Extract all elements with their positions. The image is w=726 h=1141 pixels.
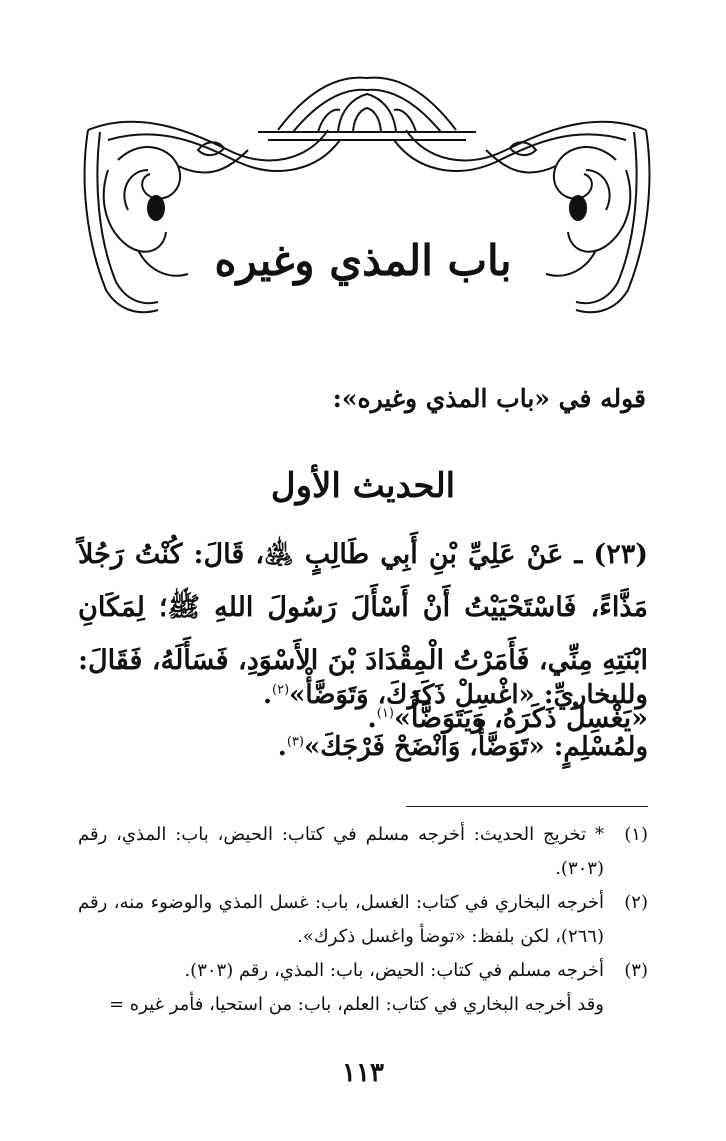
- hadith-text: (٢٣) ـ عَنْ عَلِيِّ بْنِ أَبِي طَالِبٍ ﵁، قَالَ: كُنْتُ رَجُلاً مَذَّاءً، فَاسْتَحْيَيْتُ أَنْ أَسْأَلَ رَسُولَ اللهِ ﷺ؛ لِمَكَانِ ابْنَتِهِ مِنِّي، فَأَمَرْتُ الْمِقْدَادَ بْنَ الأَسْوَدِ، فَسَأَلَهُ، فَقَالَ: «يَغْسِلُ ذَكَرَهُ، وَيَتَوَضَّأُ»: [78, 539, 648, 734]
- footnote-ref-1[interactable]: (١): [376, 706, 394, 721]
- chapter-title: باب المذي وغيره: [214, 236, 512, 285]
- bukhari-text: وللبخاريِّ: «اغْسِلْ ذَكَرَكَ، وَتَوَضَّأْ»: [289, 680, 648, 710]
- bukhari-narration: وللبخاريِّ: «اغْسِلْ ذَكَرَكَ، وَتَوَضَّأْ»$^{(٢)}$.: [262, 680, 648, 710]
- muslim-text: ولمُسْلِمٍ: «تَوَضَّأْ، وَانْضَحْ فَرْجَكَ»: [303, 732, 648, 762]
- muslim-narration: ولمُسْلِمٍ: «تَوَضَّأْ، وَانْضَحْ فَرْجَكَ»$^{(٣)}$.: [277, 732, 648, 762]
- footnote-number: (٣): [624, 960, 648, 981]
- footnote-number: (٢): [624, 892, 648, 913]
- hadith-heading: الحديث الأول: [270, 466, 456, 506]
- footnote-item: [78, 886, 648, 954]
- footnote-number: (١): [624, 824, 648, 845]
- footnote-ref-2[interactable]: (٢): [272, 682, 290, 698]
- footnote-separator: [406, 806, 648, 807]
- footnote-item: [78, 954, 648, 988]
- page-number: ١١٣: [342, 1058, 384, 1088]
- hadith-text-block: (٢٣) ـ عَنْ عَلِيِّ بْنِ أَبِي طَالِبٍ ﵁، قَالَ: كُنْتُ رَجُلاً مَذَّاءً، فَاسْتَحْيَيْتُ أَنْ أَسْأَلَ رَسُولَ اللهِ ﷺ؛ لِمَكَانِ ابْنَتِهِ مِنِّي، فَأَمَرْتُ الْمِقْدَادَ بْنَ الأَسْوَدِ، فَسَأَلَهُ، فَقَالَ: «يَغْسِلُ ذَكَرَهُ، وَيَتَوَضَّأُ»$^{(١)}$.: [78, 539, 648, 734]
- footnotes: [78, 818, 648, 1022]
- footnote-continuation: وقد أخرجه البخاري في كتاب: العلم، باب: من استحيا، فأمر غيره =: [109, 994, 604, 1015]
- footnote-text: * تخريج الحديث: أخرجه مسلم في كتاب: الحيض، باب: المذي، رقم (٣٠٣).: [78, 824, 604, 879]
- footnote-item: [78, 818, 648, 886]
- section-intro: قوله في «باب المذي وغيره»:: [332, 384, 646, 413]
- footnote-ref-3[interactable]: (٣): [286, 734, 304, 750]
- footnote-text: أخرجه مسلم في كتاب: الحيض، باب: المذي، رقم (٣٠٣).: [184, 960, 604, 981]
- footnote-text: أخرجه البخاري في كتاب: الغسل، باب: غسل المذي والوضوء منه، رقم (٢٦٦)، لكن بلفظ: «توضأ واغسل ذكرك».: [78, 892, 604, 947]
